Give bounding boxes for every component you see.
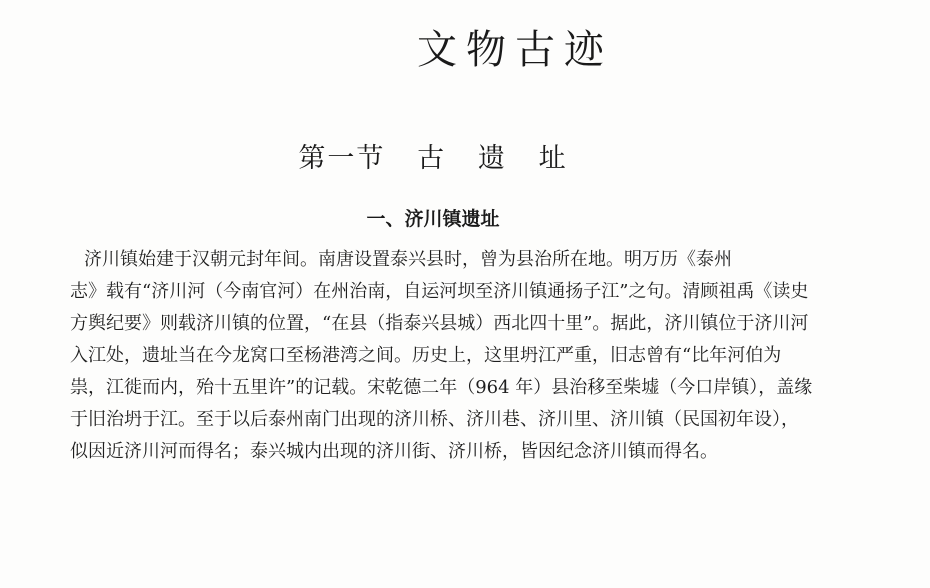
section-title: 第一节 古 遗 址 xyxy=(298,143,568,174)
paragraph-line: 方舆纪要》则载济川镇的位置，“在县（指泰兴县城）西北四十里”。据此，济川镇位于济川河 xyxy=(70,313,809,334)
paragraph-line: 似因近济川河而得名；泰兴城内出现的济川街、济川桥，皆因纪念济川镇而得名。 xyxy=(70,441,718,462)
subsection-heading: 一、济川镇遗址 xyxy=(366,208,500,230)
chapter-title: 文物古迹 xyxy=(417,27,613,73)
paragraph-line: 祟，江徙而内，殆十五里许”的记载。宋乾德二年（964 年）县治移至柴墟（今口岸镇），盖缘 xyxy=(70,377,813,398)
body-paragraph xyxy=(70,244,870,468)
paragraph-line: 志》载有“济川河（今南官河）在州治南，自运河坝至济川镇通扬子江”之句。清顾祖禹《读史 xyxy=(70,281,809,302)
paragraph-line: 入江处，遗址当在今龙窝口至杨港湾之间。历史上，这里坍江严重，旧志曾有“比年河伯为 xyxy=(70,345,782,366)
paragraph-line: 于旧治坍于江。至于以后泰州南门出现的济川桥、济川巷、济川里、济川镇（民国初年设）， xyxy=(70,409,799,430)
paragraph-line: 济川镇始建于汉朝元封年间。南唐设置泰兴县时，曾为县治所在地。明万历《泰州 xyxy=(84,249,732,270)
